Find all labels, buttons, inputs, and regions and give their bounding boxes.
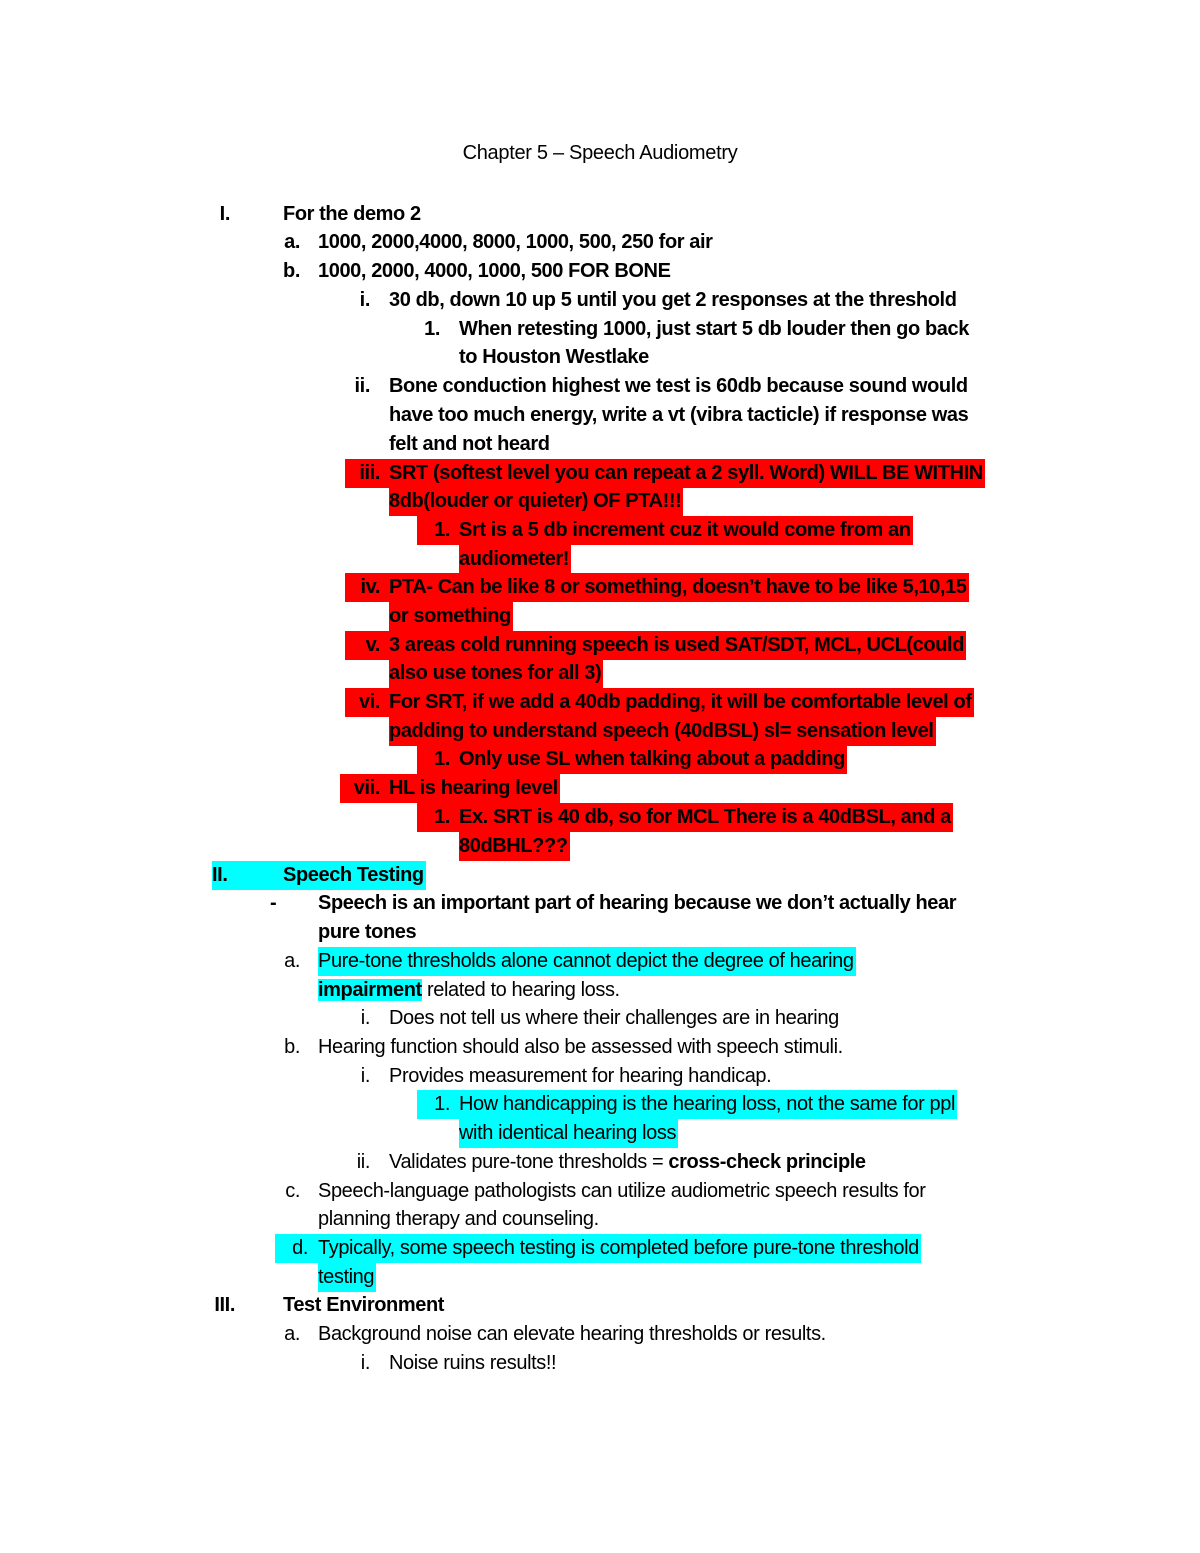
list-item: 1000, 2000,4000, 8000, 1000, 500, 250 for air xyxy=(318,231,713,253)
item-marker: ii. xyxy=(354,375,370,397)
section-heading: For the demo 2 xyxy=(283,203,421,225)
item-marker: iv. xyxy=(345,573,380,602)
item-marker: i. xyxy=(360,1007,370,1029)
item-marker: b. xyxy=(283,260,300,282)
item-marker: i. xyxy=(359,289,370,311)
item-marker: ii. xyxy=(356,1151,370,1173)
bold-term: cross-check principle xyxy=(668,1151,866,1173)
list-item-cont: felt and not heard xyxy=(389,433,550,455)
item-marker: vii. xyxy=(340,774,380,803)
item-marker: 1. xyxy=(424,318,440,340)
list-item: When retesting 1000, just start 5 db louder then go back xyxy=(459,318,969,340)
section-marker: III. xyxy=(214,1294,235,1316)
list-item: Provides measurement for hearing handicap. xyxy=(389,1065,772,1087)
list-item: 1000, 2000, 4000, 1000, 500 FOR BONE xyxy=(318,260,671,282)
list-item-cont: have too much energy, write a vt (vibra tacticle) if response was xyxy=(389,404,969,426)
list-item: Noise ruins results!! xyxy=(389,1352,557,1374)
item-marker: 1. xyxy=(417,745,450,774)
highlighted-item-cont: 8db(louder or quieter) OF PTA!!! xyxy=(389,487,683,516)
section-heading: Test Environment xyxy=(283,1294,445,1316)
highlighted-item: Only use SL when talking about a padding xyxy=(450,745,847,774)
list-item: Does not tell us where their challenges are in hearing xyxy=(389,1007,839,1029)
item-marker: - xyxy=(270,892,277,914)
item-marker: a. xyxy=(284,1323,300,1345)
highlighted-item: Srt is a 5 db increment cuz it would come from an xyxy=(450,516,913,545)
item-marker: d. xyxy=(275,1234,308,1263)
item-marker: v. xyxy=(345,631,380,660)
item-marker: a. xyxy=(284,231,300,253)
highlighted-item-cont: with identical hearing loss xyxy=(459,1119,678,1148)
list-item-cont: planning therapy and counseling. xyxy=(318,1208,599,1230)
highlighted-item-cont: padding to understand speech (40dBSL) sl= sensation level xyxy=(389,717,936,746)
item-marker: vi. xyxy=(345,688,380,717)
list-item: Hearing function should also be assessed with speech stimuli. xyxy=(318,1036,843,1058)
page-title: Chapter 5 – Speech Audiometry xyxy=(462,142,738,164)
highlighted-item: Ex. SRT is 40 db, so for MCL There is a 40dBSL, and a xyxy=(450,803,953,832)
item-marker: 1. xyxy=(417,1090,450,1119)
highlighted-item-cont: testing xyxy=(318,1263,376,1292)
section-marker: II. xyxy=(212,861,283,890)
highlighted-item: How handicapping is the hearing loss, not the same for ppl xyxy=(450,1090,957,1119)
list-item-cont: pure tones xyxy=(318,921,417,943)
section-heading: Speech Testing xyxy=(283,861,426,890)
highlighted-term: impairment xyxy=(318,979,422,1001)
item-marker: c. xyxy=(285,1180,300,1202)
item-marker: 1. xyxy=(417,516,450,545)
item-marker: b. xyxy=(284,1036,300,1058)
highlighted-item: For SRT, if we add a 40db padding, it will be comfortable level of xyxy=(380,688,974,717)
list-item: 30 db, down 10 up 5 until you get 2 responses at the threshold xyxy=(389,289,957,311)
item-marker: iii. xyxy=(345,459,380,488)
list-item: Bone conduction highest we test is 60db because sound would xyxy=(389,375,968,397)
list-item-rest: related to hearing loss. xyxy=(421,979,620,1001)
highlighted-item-cont: also use tones for all 3) xyxy=(389,659,603,688)
highlighted-item: Typically, some speech testing is completed before pure-tone threshold xyxy=(308,1234,921,1263)
highlighted-item-cont: audiometer! xyxy=(459,545,571,574)
highlighted-item-cont: 80dBHL??? xyxy=(459,832,570,861)
list-item: Background noise can elevate hearing thresholds or results. xyxy=(318,1323,826,1345)
section-marker: I. xyxy=(219,203,230,225)
item-marker: i. xyxy=(360,1065,370,1087)
list-item-cont: to Houston Westlake xyxy=(459,346,649,368)
list-item-text: Validates pure-tone thresholds = xyxy=(389,1151,669,1173)
list-item xyxy=(389,1148,866,1177)
highlighted-item-cont: or something xyxy=(389,602,513,631)
item-marker: 1. xyxy=(417,803,450,832)
list-item: Speech-language pathologists can utilize audiometric speech results for xyxy=(318,1180,926,1202)
item-marker: i. xyxy=(360,1352,370,1374)
highlighted-item: SRT (softest level you can repeat a 2 syll. Word) WILL BE WITHIN xyxy=(380,459,985,488)
highlighted-item: HL is hearing level xyxy=(380,774,560,803)
list-item: Speech is an important part of hearing because we don’t actually hear xyxy=(318,892,957,914)
highlighted-item: 3 areas cold running speech is used SAT/SDT, MCL, UCL(could xyxy=(380,631,966,660)
item-marker: a. xyxy=(284,950,300,972)
list-item-cont xyxy=(318,976,620,1005)
highlighted-item: Pure-tone thresholds alone cannot depict the degree of hearing xyxy=(318,947,856,976)
highlighted-item: PTA- Can be like 8 or something, doesn’t have to be like 5,10,15 xyxy=(380,573,969,602)
